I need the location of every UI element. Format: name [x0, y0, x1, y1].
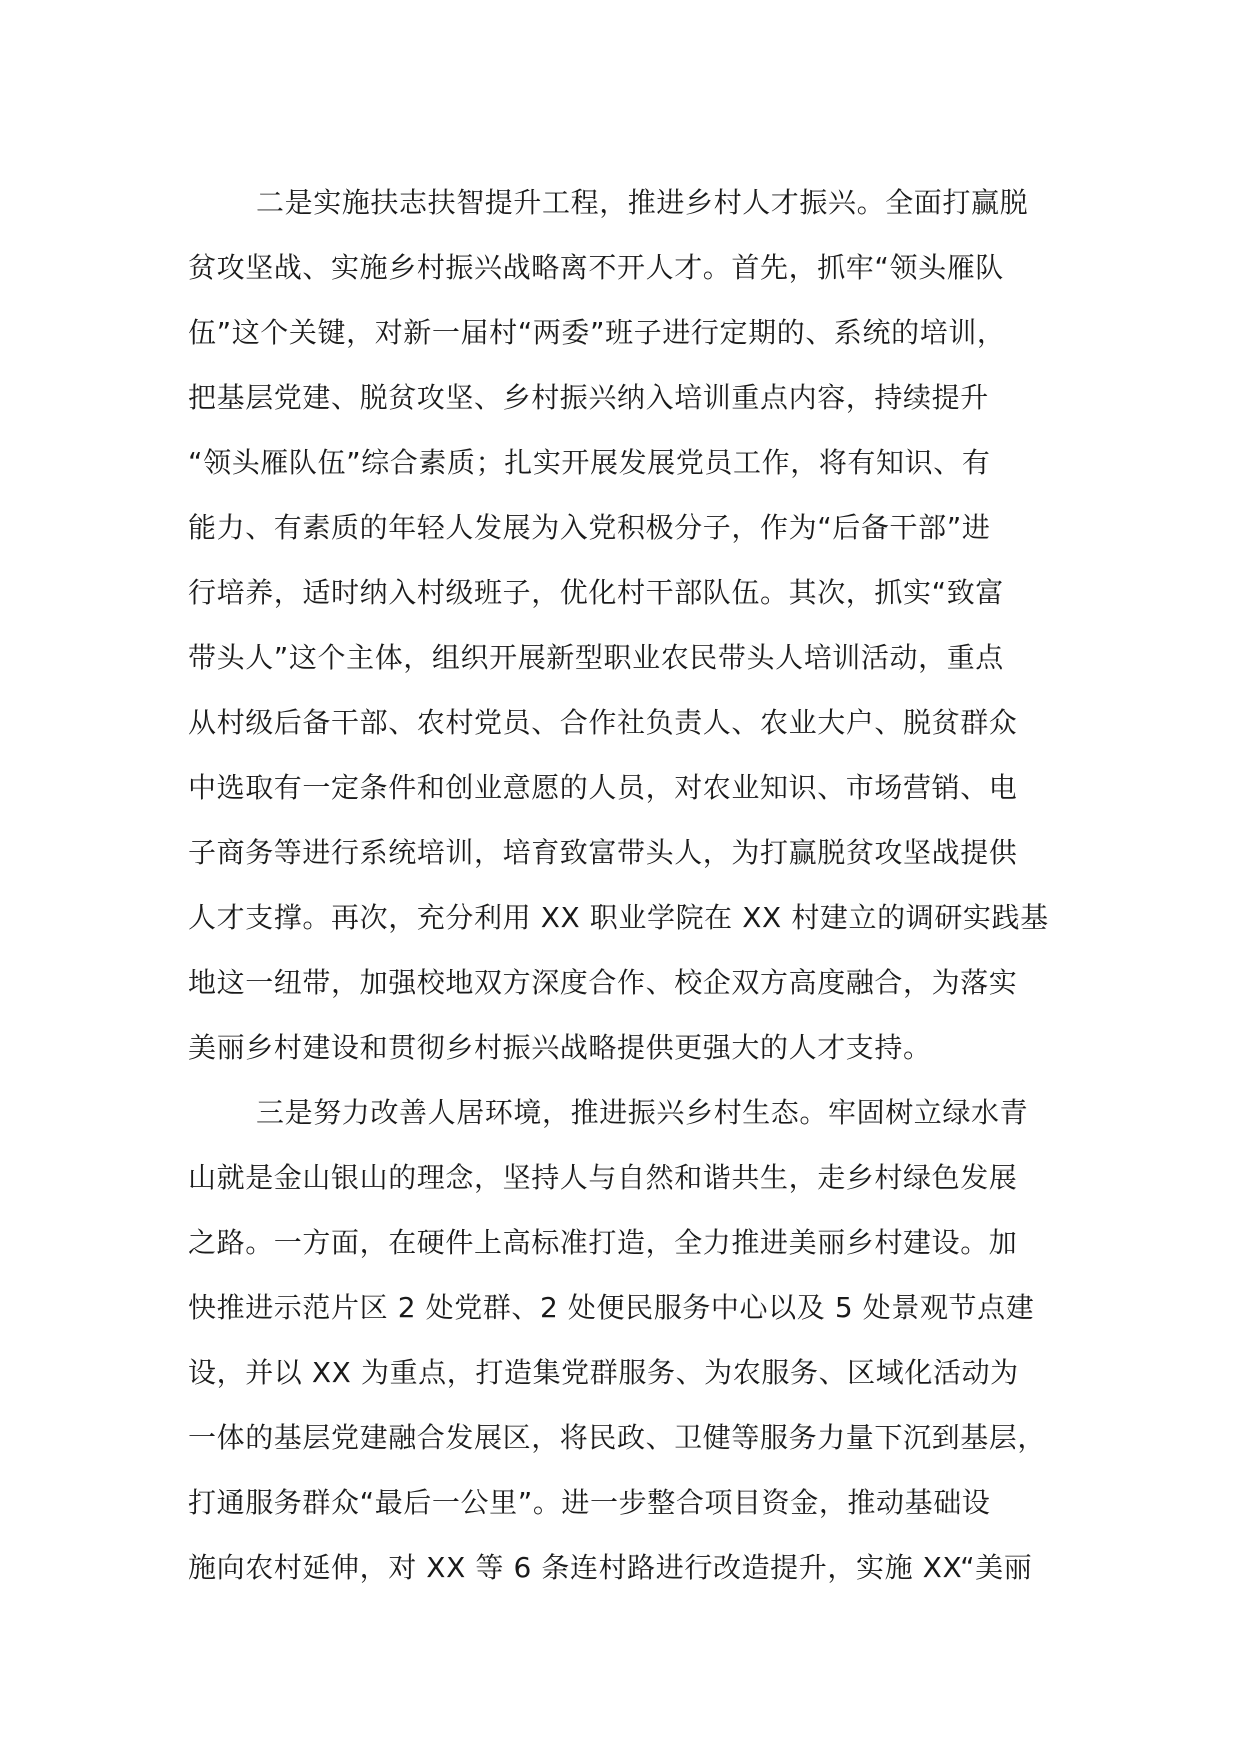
body-text — [188, 170, 1068, 1600]
paragraph-ecology-revitalization — [188, 1080, 1068, 1600]
text-line: 人才支撑。再次，充分利用 XX 职业学院在 XX 村建立的调研实践基 — [188, 901, 1049, 934]
text-line: 从村级后备干部、农村党员、合作社负责人、农业大户、脱贫群众 — [188, 706, 1018, 739]
text-line: 美丽乡村建设和贯彻乡村振兴战略提供更强大的人才支持。 — [188, 1031, 932, 1064]
text-line: 施向农村延伸，对 XX 等 6 条连村路进行改造提升，实施 XX“美丽 — [188, 1551, 1033, 1584]
text-line: 山就是金山银山的理念，坚持人与自然和谐共生，走乡村绿色发展 — [188, 1161, 1018, 1194]
text-line: 二是实施扶志扶智提升工程，推进乡村人才振兴。全面打赢脱 — [256, 186, 1029, 219]
text-line: 行培养，适时纳入村级班子，优化村干部队伍。其次，抓实“致富 — [188, 576, 1004, 609]
text-line: 之路。一方面，在硬件上高标准打造，全力推进美丽乡村建设。加 — [188, 1226, 1018, 1259]
paragraph-talent-revitalization — [188, 170, 1068, 1080]
text-line: 带头人”这个主体，组织开展新型职业农民带头人培训活动，重点 — [188, 641, 1004, 674]
text-line: 一体的基层党建融合发展区，将民政、卫健等服务力量下沉到基层， — [188, 1421, 1047, 1454]
text-line: 贫攻坚战、实施乡村振兴战略离不开人才。首先，抓牢“领头雁队 — [188, 251, 1004, 284]
text-line: 地这一纽带，加强校地双方深度合作、校企双方高度融合，为落实 — [188, 966, 1018, 999]
text-line: 打通服务群众“最后一公里”。进一步整合项目资金，推动基础设 — [188, 1486, 991, 1519]
text-line: 伍”这个关键，对新一届村“两委”班子进行定期的、系统的培训， — [188, 316, 1006, 349]
text-line: 中选取有一定条件和创业意愿的人员，对农业知识、市场营销、电 — [188, 771, 1018, 804]
text-line: 子商务等进行系统培训，培育致富带头人，为打赢脱贫攻坚战提供 — [188, 836, 1018, 869]
text-line: 设，并以 XX 为重点，打造集党群服务、为农服务、区域化活动为 — [188, 1356, 1019, 1389]
text-line: 能力、有素质的年轻人发展为入党积极分子，作为“后备干部”进 — [188, 511, 991, 544]
text-line: 三是努力改善人居环境，推进振兴乡村生态。牢固树立绿水青 — [256, 1096, 1029, 1129]
text-line: 把基层党建、脱贫攻坚、乡村振兴纳入培训重点内容，持续提升 — [188, 381, 989, 414]
text-line: “领头雁队伍”综合素质；扎实开展发展党员工作，将有知识、有 — [188, 446, 991, 479]
text-line: 快推进示范片区 2 处党群、2 处便民服务中心以及 5 处景观节点建 — [188, 1291, 1035, 1324]
